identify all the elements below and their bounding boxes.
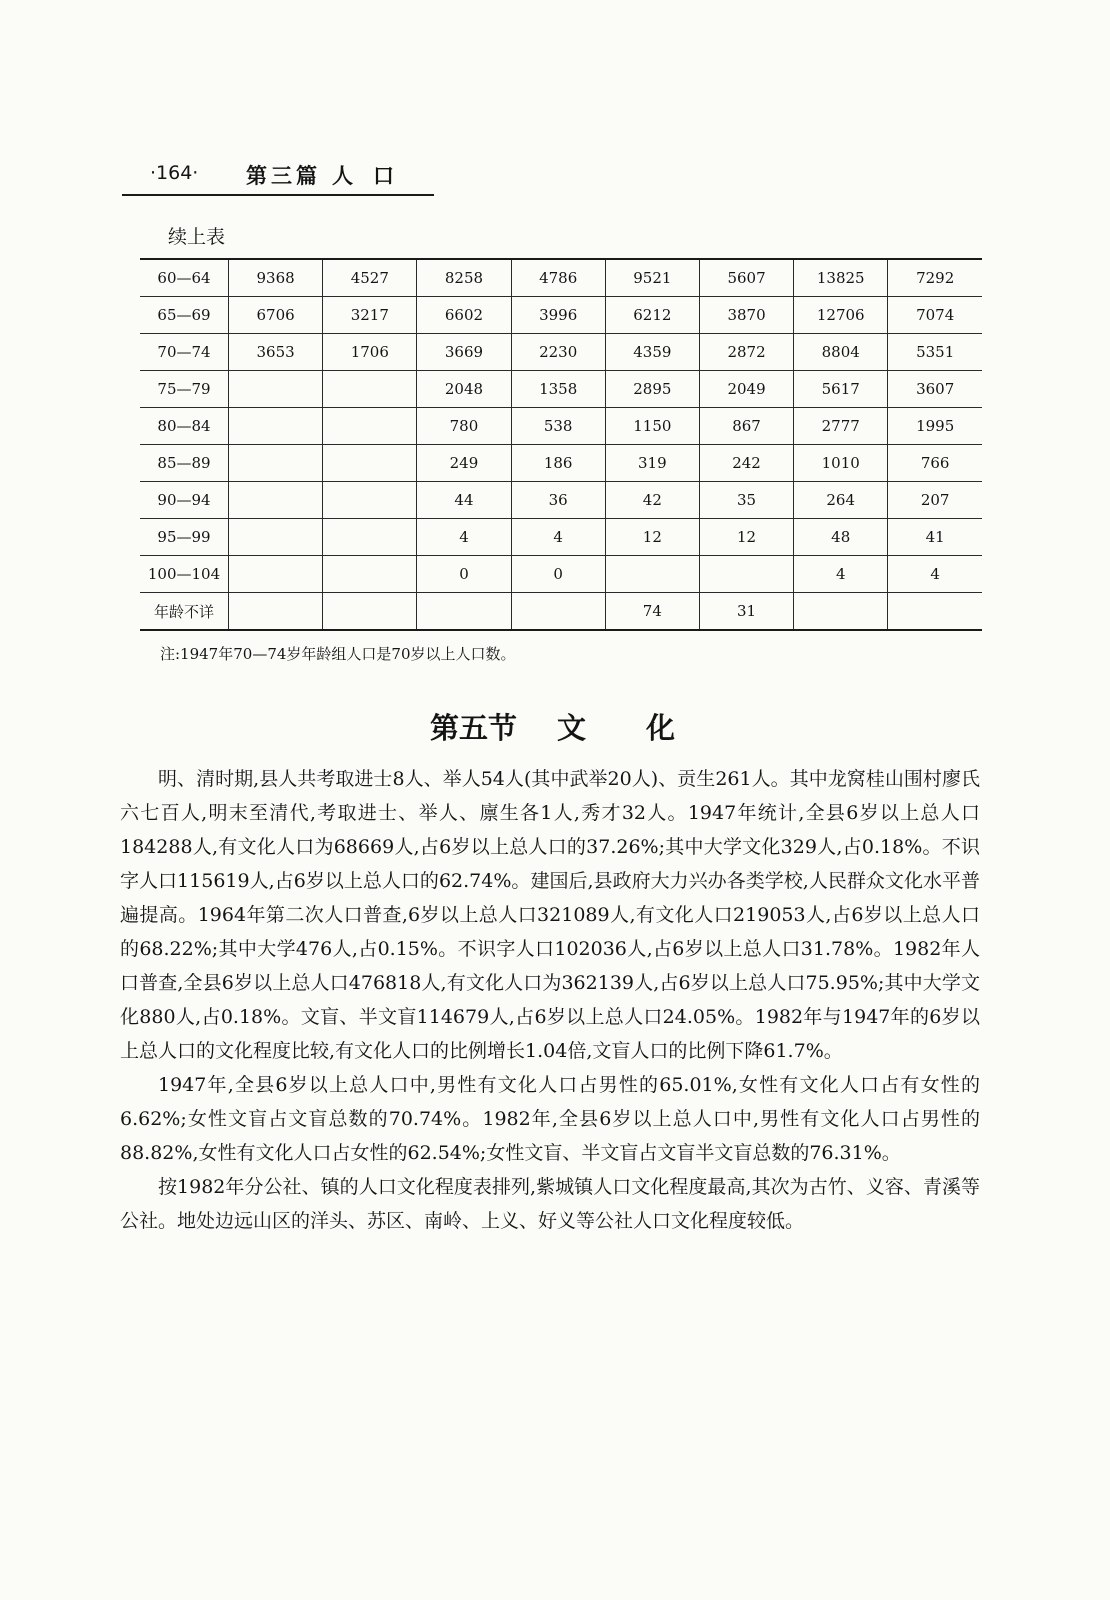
table-cell: 35	[699, 482, 793, 519]
table-row	[140, 482, 982, 519]
table-cell: 538	[511, 408, 605, 445]
table-cell: 780	[417, 408, 511, 445]
table-cell: 1010	[794, 445, 888, 482]
table-cell	[323, 408, 417, 445]
table-cell: 4	[888, 556, 982, 593]
table-cell: 5351	[888, 334, 982, 371]
table-cell: 3669	[417, 334, 511, 371]
table-cell: 766	[888, 445, 982, 482]
table-row	[140, 593, 982, 631]
table-cell: 264	[794, 482, 888, 519]
table-cell	[323, 371, 417, 408]
table-row	[140, 519, 982, 556]
table-row	[140, 334, 982, 371]
table-cell: 12706	[794, 297, 888, 334]
table-cell: 7292	[888, 259, 982, 297]
paragraph: 明、清时期,县人共考取进士8人、举人54人(其中武举20人)、贡生261人。其中龙窝桂山围村廖氏六七百人,明末至清代,考取进士、举人、廪生各1人,秀才32人。1947年统计,全县6岁以上总人口184288人,有文化人口为68669人,占6岁以上总人口的37.26%;其中大学文化329人,占0.18%。不识字人口115619人,占6岁以上总人口的62.74%。建国后,县政府大力兴办各类学校,人民群众文化水平普遍提高。1964年第二次人口普查,6岁以上总人口321089人,有文化人口219053人,占6岁以上总人口的68.22%;其中大学476人,占0.15%。不识字人口102036人,占6岁以上总人口31.78%。1982年人口普查,全县6岁以上总人口476818人,有文化人口为362139人,占6岁以上总人口75.95%;其中大学文化880人,占0.18%。文盲、半文盲114679人,占6岁以上总人口24.05%。1982年与1947年的6岁以上总人口的文化程度比较,有文化人口的比例增长1.04倍,文盲人口的比例下降61.7%。	[120, 768, 980, 1062]
table-cell: 186	[511, 445, 605, 482]
table-cell: 0	[417, 556, 511, 593]
table-cell: 1995	[888, 408, 982, 445]
table-cell: 4	[417, 519, 511, 556]
table-cell: 867	[699, 408, 793, 445]
table-cell	[323, 593, 417, 631]
table-cell: 3870	[699, 297, 793, 334]
table-cell: 74	[605, 593, 699, 631]
table-cell: 12	[605, 519, 699, 556]
table-cell	[888, 593, 982, 631]
table-continued-label: 续上表	[168, 226, 226, 248]
table-cell: 2777	[794, 408, 888, 445]
table-cell: 41	[888, 519, 982, 556]
table-cell: 242	[699, 445, 793, 482]
table-cell	[323, 445, 417, 482]
age-group-cell: 60—64	[140, 259, 229, 297]
age-group-cell: 100—104	[140, 556, 229, 593]
table-cell: 207	[888, 482, 982, 519]
age-group-cell: 80—84	[140, 408, 229, 445]
table-row	[140, 556, 982, 593]
table-row	[140, 445, 982, 482]
table-cell: 319	[605, 445, 699, 482]
table-cell: 6706	[229, 297, 323, 334]
table-cell	[323, 556, 417, 593]
part-label: 第三篇	[246, 164, 321, 188]
table-note: 注:1947年70—74岁年龄组人口是70岁以上人口数。	[160, 645, 516, 663]
table-cell: 2895	[605, 371, 699, 408]
table-cell: 9368	[229, 259, 323, 297]
paragraph: 按1982年分公社、镇的人口文化程度表排列,紫城镇人口文化程度最高,其次为古竹、义容、青溪等公社。地处边远山区的洋头、苏区、南岭、上义、好义等公社人口文化程度较低。	[120, 1176, 980, 1232]
table-cell	[605, 556, 699, 593]
table-cell	[229, 482, 323, 519]
population-age-table	[140, 258, 982, 631]
table-cell: 6602	[417, 297, 511, 334]
age-group-cell: 75—79	[140, 371, 229, 408]
age-group-cell: 95—99	[140, 519, 229, 556]
table-cell: 4527	[323, 259, 417, 297]
table-row	[140, 259, 982, 297]
table-cell: 4	[794, 556, 888, 593]
table-cell	[794, 593, 888, 631]
section-title	[430, 706, 675, 747]
table-cell	[699, 556, 793, 593]
table-row	[140, 371, 982, 408]
table-row	[140, 408, 982, 445]
table-cell: 4	[511, 519, 605, 556]
paragraph: 1947年,全县6岁以上总人口中,男性有文化人口占男性的65.01%,女性有文化人口占有女性的6.62%;女性文盲占文盲总数的70.74%。1982年,全县6岁以上总人口中,男性有文化人口占男性的88.82%,女性有文化人口占女性的62.54%;女性文盲、半文盲占文盲半文盲总数的76.31%。	[120, 1074, 980, 1164]
table-cell: 1706	[323, 334, 417, 371]
running-header	[122, 158, 434, 196]
table-cell	[229, 593, 323, 631]
table-cell: 249	[417, 445, 511, 482]
table-cell: 12	[699, 519, 793, 556]
part-title: 人口	[332, 164, 414, 188]
age-group-cell: 65—69	[140, 297, 229, 334]
table-cell: 4359	[605, 334, 699, 371]
table-cell	[323, 482, 417, 519]
table-cell: 3217	[323, 297, 417, 334]
table-cell	[229, 408, 323, 445]
table-cell: 5617	[794, 371, 888, 408]
table-cell: 9521	[605, 259, 699, 297]
table-cell: 7074	[888, 297, 982, 334]
section-title-char-2: 化	[646, 711, 676, 745]
table-cell: 2872	[699, 334, 793, 371]
table-cell: 5607	[699, 259, 793, 297]
table-cell	[511, 593, 605, 631]
table-cell: 1150	[605, 408, 699, 445]
table-cell: 36	[511, 482, 605, 519]
age-group-cell: 90—94	[140, 482, 229, 519]
table-cell: 8258	[417, 259, 511, 297]
table-cell: 44	[417, 482, 511, 519]
section-title-char-1: 文	[557, 711, 587, 745]
table-cell: 3996	[511, 297, 605, 334]
table-cell: 48	[794, 519, 888, 556]
body-text	[120, 762, 980, 1238]
table-cell: 2230	[511, 334, 605, 371]
table-cell: 6212	[605, 297, 699, 334]
table-cell	[229, 445, 323, 482]
table-cell: 2049	[699, 371, 793, 408]
table-cell: 8804	[794, 334, 888, 371]
table-cell: 2048	[417, 371, 511, 408]
table-cell: 4786	[511, 259, 605, 297]
age-group-cell: 85—89	[140, 445, 229, 482]
table-cell: 13825	[794, 259, 888, 297]
table-cell	[323, 519, 417, 556]
table-cell: 0	[511, 556, 605, 593]
table-cell: 1358	[511, 371, 605, 408]
table-cell: 3607	[888, 371, 982, 408]
table-cell	[229, 519, 323, 556]
table-cell: 3653	[229, 334, 323, 371]
table-row	[140, 297, 982, 334]
table-cell: 31	[699, 593, 793, 631]
table-cell: 42	[605, 482, 699, 519]
age-group-cell: 年龄不详	[140, 593, 229, 631]
table-cell	[229, 371, 323, 408]
table-cell	[417, 593, 511, 631]
age-group-cell: 70—74	[140, 334, 229, 371]
section-number: 第五节	[430, 711, 518, 745]
page-number: ·164·	[150, 162, 199, 184]
table-cell	[229, 556, 323, 593]
